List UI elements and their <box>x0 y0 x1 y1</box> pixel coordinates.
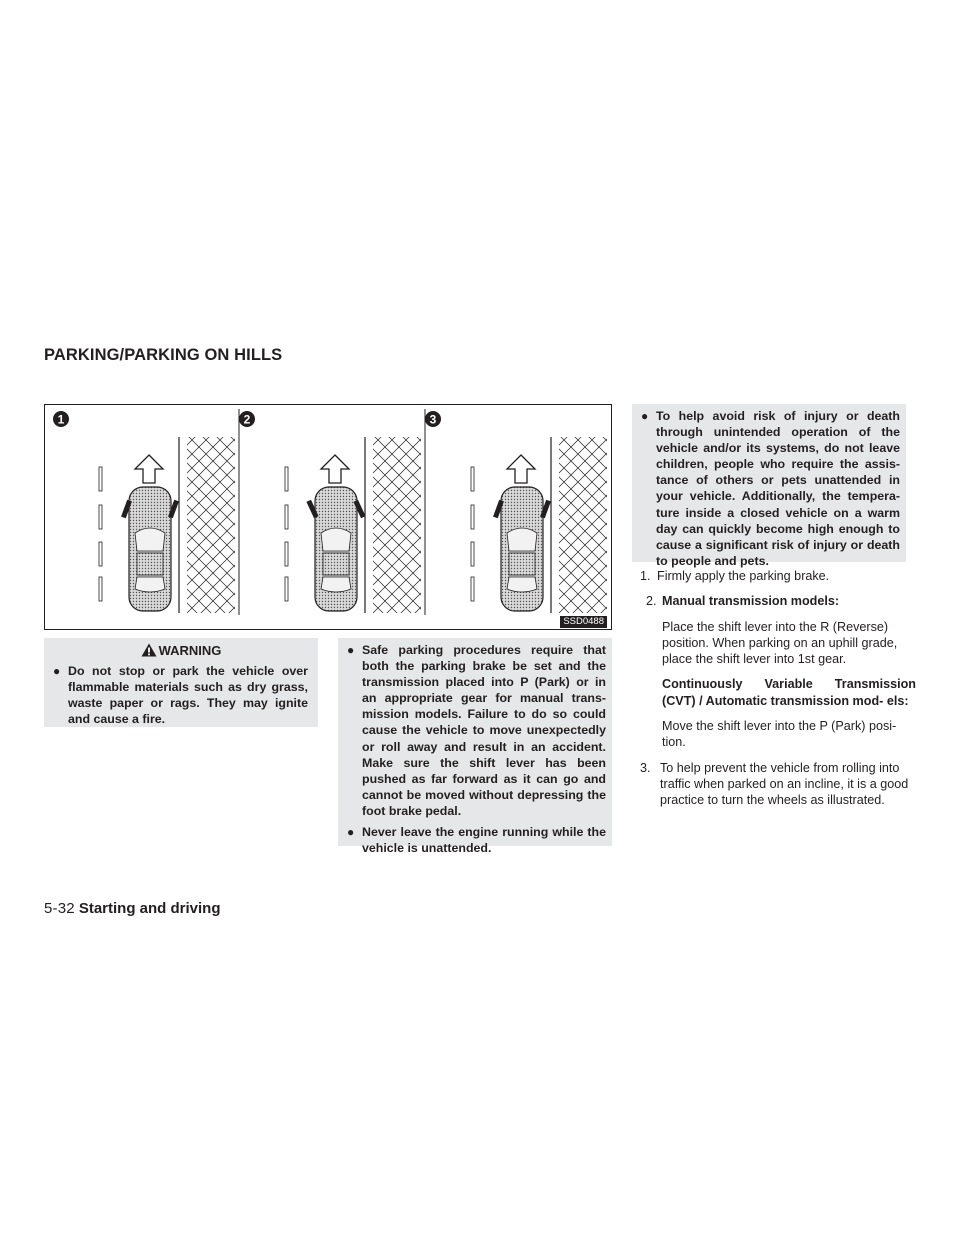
bullet-icon: ● <box>347 643 355 657</box>
warning-text: To help avoid risk of injury or death through unintended operation of the vehicle and/or its systems, do not leave children, people who require the assis- tance of others or pets unattended in your vehicle. Additionally, the tempera- ture inside a closed vehicle on a warm day can quickly become high enough to cause a significant risk of injury or death to people and pets. <box>656 409 900 568</box>
step-text: Firmly apply the parking brake. <box>657 569 830 583</box>
panel-3 <box>425 411 607 613</box>
step-number: 2. <box>646 594 657 609</box>
sidewalk-area <box>373 437 421 613</box>
lane-marking <box>285 467 288 491</box>
step-2 <box>640 593 916 750</box>
lane-marking <box>471 542 474 566</box>
lane-marking <box>99 577 102 601</box>
direction-arrow-icon <box>135 455 163 483</box>
step-heading: Manual transmission models: <box>662 594 840 609</box>
warning-header <box>44 638 318 663</box>
lane-marking <box>285 505 288 529</box>
callout-3 <box>425 411 441 427</box>
lane-marking <box>471 577 474 601</box>
panel-1 <box>53 411 235 613</box>
warning-header-text: WARNING <box>158 643 222 658</box>
bullet-icon: ● <box>347 825 355 840</box>
warning-text: Safe parking procedures require that both the parking brake be set and the transmission placed into P (Park) or in an appropriate gear for manual trans- mission models. Failure to do so could cause the vehicle to move unexpectedly or roll away and result in an accident. Make sure the shift lever has been pushed as far forward as it can go and cannot be moved without depressing the foot brake pedal. <box>362 643 606 818</box>
callout-1 <box>53 411 69 427</box>
step-text: Move the shift lever into the P (Park) posi- tion. <box>662 719 897 750</box>
bullet-icon: ● <box>53 664 61 678</box>
warning-triangle-icon <box>141 643 157 657</box>
direction-arrow-icon <box>507 455 535 483</box>
section-title: PARKING/PARKING ON HILLS <box>44 346 283 364</box>
parking-steps-list <box>640 568 916 818</box>
direction-arrow-icon <box>321 455 349 483</box>
parking-illustration <box>44 404 612 630</box>
lane-marking <box>99 505 102 529</box>
warning-box-3 <box>632 404 906 568</box>
warning-item <box>44 663 308 727</box>
bullet-icon: ● <box>641 409 649 423</box>
step-subheading: Continuously Variable Transmission (CVT) / Automatic transmission mod- els: <box>662 677 916 708</box>
callout-number: 2 <box>243 412 251 427</box>
figure-code: SSD0488 <box>560 616 607 628</box>
step-3 <box>640 760 916 809</box>
lane-marking <box>99 467 102 491</box>
car-top-view <box>306 487 365 611</box>
callout-number: 1 <box>57 412 65 427</box>
sidewalk-area <box>187 437 235 613</box>
sidewalk-area <box>559 437 607 613</box>
page-footer <box>44 900 221 917</box>
warning-item <box>338 642 606 819</box>
warning-box-1 <box>44 663 318 727</box>
warning-item <box>632 408 900 569</box>
lane-marking <box>99 542 102 566</box>
chapter-title: Starting and driving <box>78 900 221 917</box>
step-1 <box>640 568 916 584</box>
warning-box-2 <box>338 638 612 856</box>
step-text: To help prevent the vehicle from rolling into traffic when parked on an incline, it is a good practice to turn the wheels as illustrated. <box>660 760 909 808</box>
parking-diagram-svg <box>45 405 613 631</box>
warning-text: Do not stop or park the vehicle over flammable materials such as dry grass, waste paper or rags. They may ignite and cause a fire. <box>68 664 308 727</box>
lane-marking <box>471 467 474 491</box>
lane-marking <box>285 542 288 566</box>
warning-text: Never leave the engine running while the vehicle is unattended. <box>362 825 606 856</box>
step-text: Place the shift lever into the R (Reverse) position. When parking on an uphill grade, place the shift lever into 1st gear. <box>662 619 898 667</box>
step-number: 3. <box>640 760 651 775</box>
warning-item <box>338 824 606 856</box>
lane-marking <box>471 505 474 529</box>
panel-2 <box>239 411 421 613</box>
car-top-view <box>121 487 179 611</box>
car-top-view <box>493 487 551 611</box>
page-number: 5-32 <box>44 900 75 917</box>
lane-marking <box>285 577 288 601</box>
callout-2 <box>239 411 255 427</box>
step-number: 1. <box>640 569 651 583</box>
callout-number: 3 <box>429 412 437 427</box>
